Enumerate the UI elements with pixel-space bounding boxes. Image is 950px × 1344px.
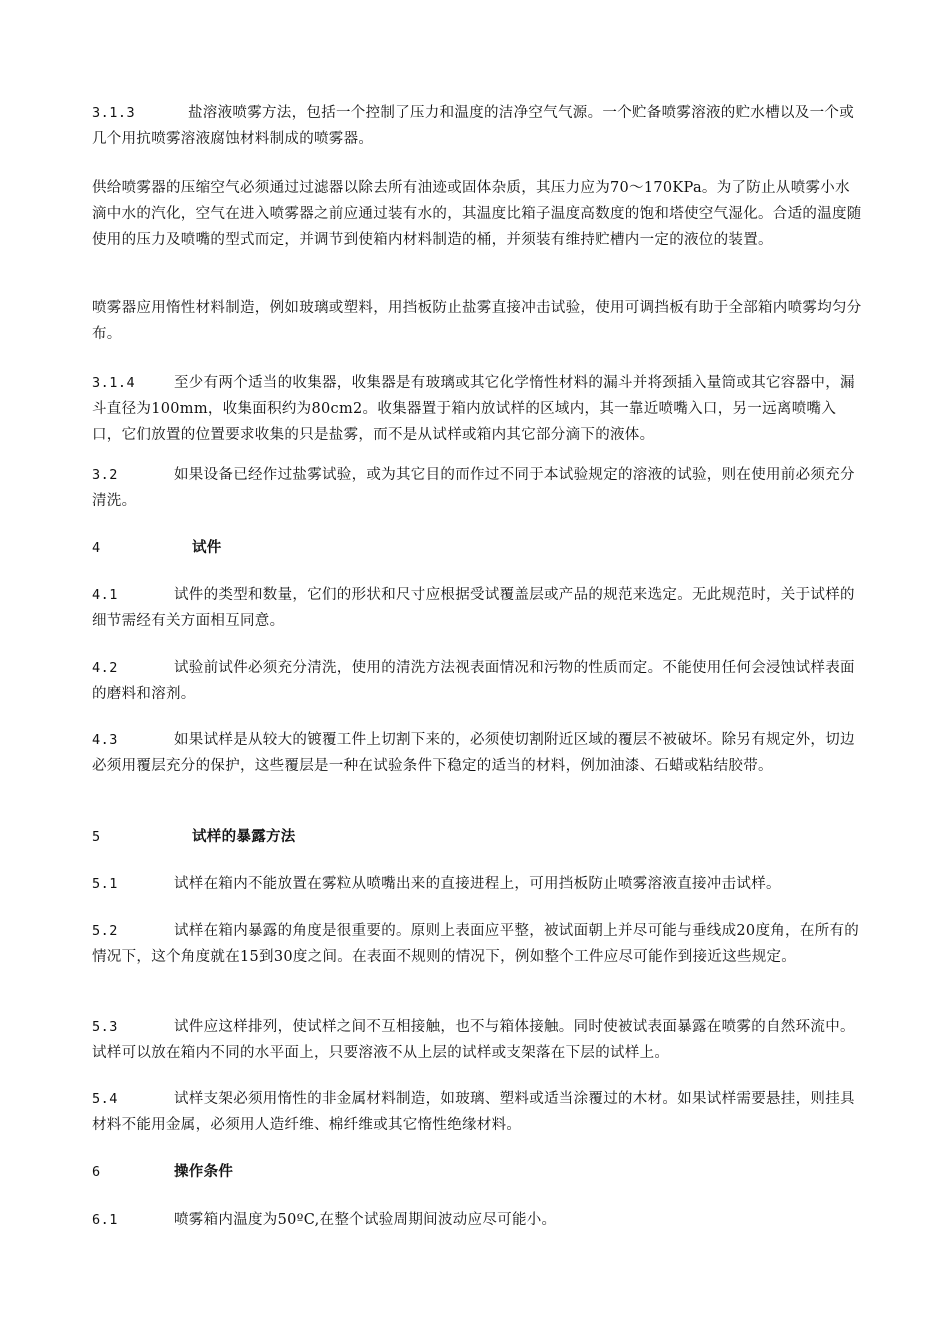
paragraph-text: 喷雾器应用惰性材料制造，例如玻璃或塑料，用挡板防止盐雾直接冲击试验，使用可调挡板有助于全部箱内喷雾均匀分布。 xyxy=(92,300,862,342)
clause-text: 试样在箱内暴露的角度是很重要的。原则上表面应平整，被试面朝上并尽可能与垂线成20度角，在所有的情况下，这个角度就在15到30度之间。在表面不规则的情况下，例如整个工件应尽可能作到接近这些规定。 xyxy=(92,923,860,965)
clause-4-1 xyxy=(92,582,864,634)
clause-text: 喷雾箱内温度为50ºC,在整个试验周期间波动应尽可能小。 xyxy=(174,1212,557,1228)
clause-6-1 xyxy=(92,1207,864,1233)
section-number: 4 xyxy=(92,540,101,556)
clause-4-3 xyxy=(92,727,864,779)
clause-text: 试样支架必须用惰性的非金属材料制造，如玻璃、塑料或适当涂覆过的木材。如果试样需要悬挂，则挂具材料不能用金属，必须用人造纤维、棉纤维或其它惰性绝缘材料。 xyxy=(92,1091,855,1133)
clause-number: 3.2 xyxy=(92,467,118,483)
clause-number: 3.1.4 xyxy=(92,375,136,391)
clause-text: 试件的类型和数量，它们的形状和尺寸应根据受试覆盖层或产品的规范来选定。无此规范时，关于试样的细节需经有关方面相互同意。 xyxy=(92,587,855,629)
paragraph-compressed-air xyxy=(92,175,864,253)
section-title: 操作条件 xyxy=(174,1163,234,1180)
section-title: 试样的暴露方法 xyxy=(192,828,296,845)
clause-3-1-4 xyxy=(92,370,864,448)
section-6-heading xyxy=(92,1159,864,1185)
clause-number: 5.2 xyxy=(92,923,118,939)
clause-text: 试验前试件必须充分清洗，使用的清洗方法视表面情况和污物的性质而定。不能使用任何会浸蚀试样表面的磨料和溶剂。 xyxy=(92,660,855,702)
clause-5-3 xyxy=(92,1014,864,1066)
section-4-heading xyxy=(92,535,864,561)
clause-number: 5.3 xyxy=(92,1019,118,1035)
clause-text: 如果试样是从较大的镀覆工件上切割下来的，必须使切割附近区域的覆层不被破坏。除另有规定外，切边必须用覆层充分的保护，这些覆层是一种在试验条件下稳定的适当的材料，例加油漆、石蜡或粘结胶带。 xyxy=(92,732,855,774)
clause-number: 5.4 xyxy=(92,1091,118,1107)
clause-number: 4.1 xyxy=(92,587,118,603)
section-5-heading xyxy=(92,824,864,850)
clause-number: 5.1 xyxy=(92,876,118,892)
clause-text: 试样在箱内不能放置在雾粒从喷嘴出来的直接进程上，可用挡板防止喷雾溶液直接冲击试样。 xyxy=(174,876,781,892)
paragraph-text: 供给喷雾器的压缩空气必须通过过滤器以除去所有油迹或固体杂质，其压力应为70～170KPa。为了防止从喷雾小水滴中水的汽化，空气在进入喷雾器之前应通过装有水的，其温度比箱子温度高数度的饱和塔使空气湿化。合适的温度随使用的压力及喷嘴的型式而定，并调节到使箱内材料制造的桶，并须装有维持贮槽内一定的液位的装置。 xyxy=(92,180,862,248)
clause-number: 6.1 xyxy=(92,1212,118,1228)
clause-3-1-3 xyxy=(92,100,864,152)
paragraph-sprayer-material xyxy=(92,295,864,347)
clause-4-2 xyxy=(92,655,864,707)
clause-5-4 xyxy=(92,1086,864,1138)
section-number: 5 xyxy=(92,829,101,845)
clause-5-2 xyxy=(92,918,864,970)
clause-5-1 xyxy=(92,871,864,897)
clause-number: 4.3 xyxy=(92,732,118,748)
clause-3-2 xyxy=(92,462,864,514)
clause-number: 4.2 xyxy=(92,660,118,676)
clause-number: 3.1.3 xyxy=(92,105,136,121)
clause-text: 试件应这样排列，使试样之间不互相接触，也不与箱体接触。同时使被试表面暴露在喷雾的自然环流中。试样可以放在箱内不同的水平面上，只要溶液不从上层的试样或支架落在下层的试样上。 xyxy=(92,1019,855,1061)
clause-text: 至少有两个适当的收集器，收集器是有玻璃或其它化学惰性材料的漏斗并将颈插入量筒或其它容器中，漏斗直径为100mm，收集面积约为80cm2。收集器置于箱内放试样的区域内，其一靠近喷嘴入口，另一远离喷嘴入口，它们放置的位置要求收集的只是盐雾，而不是从试样或箱内其它部分滴下的液体。 xyxy=(92,375,855,443)
clause-text: 如果设备已经作过盐雾试验，或为其它目的而作过不同于本试验规定的溶液的试验，则在使用前必须充分清洗。 xyxy=(92,467,855,509)
clause-text: 盐溶液喷雾方法，包括一个控制了压力和温度的洁净空气气源。一个贮备喷雾溶液的贮水槽以及一个或几个用抗喷雾溶液腐蚀材料制成的喷雾器。 xyxy=(92,105,854,147)
section-number: 6 xyxy=(92,1164,101,1180)
section-title: 试件 xyxy=(192,539,222,556)
